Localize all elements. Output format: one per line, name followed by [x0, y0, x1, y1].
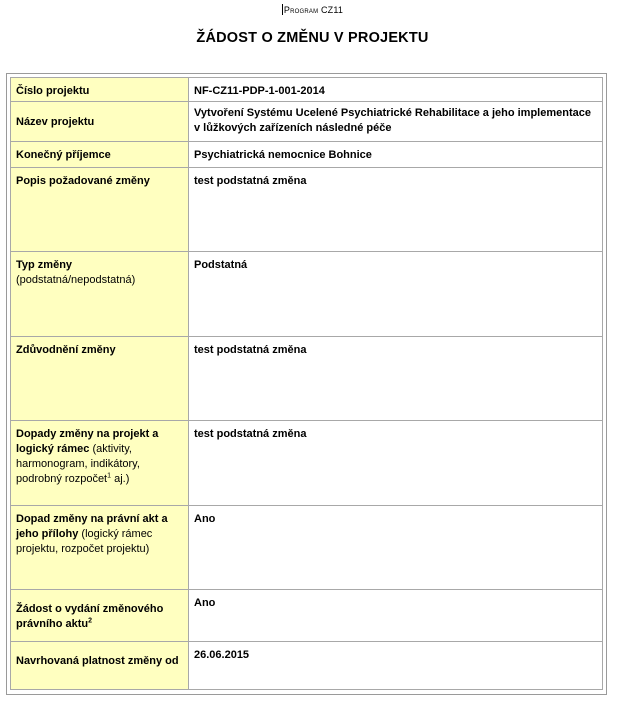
field-value[interactable]: Ano — [189, 506, 603, 590]
form-row-change-impacts — [11, 421, 603, 506]
field-value[interactable]: Vytvoření Systému Ucelené Psychiatrické Rehabilitace a jeho implementace v lůžkových zařízeních následné péče — [189, 102, 603, 142]
field-value[interactable]: Podstatná — [189, 252, 603, 337]
field-value[interactable]: 26.06.2015 — [189, 642, 603, 690]
field-label: Dopady změny na projekt a logický rámec (aktivity, harmonogram, indikátory, podrobný rozpočet$^1$ aj.) — [11, 421, 189, 506]
form-row-legal-act-impact — [11, 506, 603, 590]
field-value[interactable]: NF-CZ11-PDP-1-001-2014 — [189, 78, 603, 102]
field-label: Popis požadované změny — [11, 168, 189, 252]
field-label: Dopad změny na právní akt a jeho přílohy (logický rámec projektu, rozpočet projektu) — [11, 506, 189, 590]
field-value[interactable]: test podstatná změna — [189, 421, 603, 506]
field-value[interactable]: Ano — [189, 590, 603, 642]
field-label: Zdůvodnění změny — [11, 337, 189, 421]
field-label: Žádost o vydání změnového právního aktu$^2$ — [11, 590, 189, 642]
form-row-change-justification — [11, 337, 603, 421]
program-label: Program CZ11 — [283, 5, 344, 15]
form-row-proposed-validity — [11, 642, 603, 690]
field-value[interactable]: test podstatná změna — [189, 168, 603, 252]
field-label: Číslo projektu — [11, 78, 189, 102]
field-label: Typ změny (podstatná/nepodstatná) — [11, 252, 189, 337]
text-cursor — [282, 4, 283, 15]
form-row-amendment-request — [11, 590, 603, 642]
field-label: Konečný příjemce — [11, 142, 189, 168]
field-value[interactable]: Psychiatrická nemocnice Bohnice — [189, 142, 603, 168]
form-row-final-recipient — [11, 142, 603, 168]
field-value[interactable]: test podstatná změna — [189, 337, 603, 421]
form-row-change-type — [11, 252, 603, 337]
field-label: Název projektu — [11, 102, 189, 142]
form-row-project-number — [11, 78, 603, 102]
document-title: ŽÁDOST O ZMĚNU V PROJEKTU — [196, 30, 429, 46]
change-request-form — [10, 77, 603, 690]
form-row-project-name — [11, 102, 603, 142]
field-label: Navrhovaná platnost změny od — [11, 642, 189, 690]
form-row-change-description — [11, 168, 603, 252]
